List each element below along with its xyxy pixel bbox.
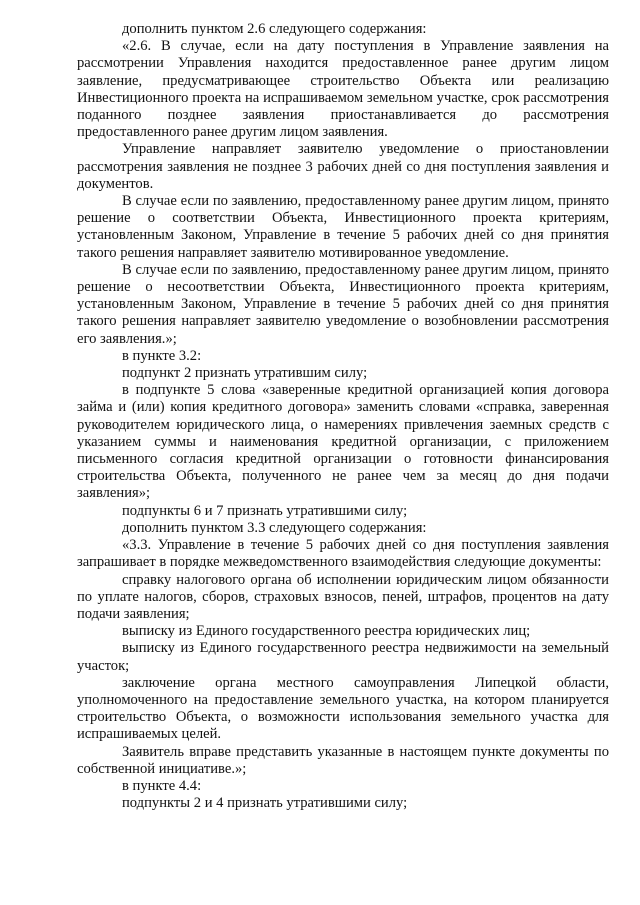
paragraph-point-4-4: в пункте 4.4: [122, 777, 202, 794]
paragraph-subpoint-2: подпункт 2 признать утратившим силу; [122, 365, 368, 382]
paragraph-3-3: «3.3. Управление в течение 5 рабочих дней со дня поступления заявления запрашивает в порядке межведомственного взаимодействия следующие документы: [77, 537, 609, 571]
paragraph-compliance-decision: В случае если по заявлению, предоставленному ранее другим лицом, принято решение о соответствии Объекта, Инвестиционного проекта критериям, установленным Законом, Управление в течение 5 рабочих дней со дня принятия такого решения направляет заявителю мотивированное уведомление. [77, 193, 609, 261]
paragraph-2-6: «2.6. В случае, если на дату поступления в Управление заявления на рассмотрении Управления находится предоставленное ранее другим лицом заявление, предусматривающее строительство Объекта или реализацию Инвестиционного проекта на испрашиваемом земельном участке, срок рассмотрения поданного позднее заявления приостанавливается до рассмотрения предоставленного ранее другим лицом заявления. [77, 38, 609, 141]
paragraph-add-3-3: дополнить пунктом 3.3 следующего содержания: [122, 519, 427, 536]
paragraph-tax-certificate: справку налогового органа об исполнении юридическим лицом обязанности по уплате налогов, сборов, страховых взносов, пеней, штрафов, процентов на дату подачи заявления; [77, 571, 609, 622]
paragraph-suspension-notice: Управление направляет заявителю уведомление о приостановлении рассмотрения заявления не позднее 3 рабочих дней со дня поступления заявления и документов. [77, 141, 609, 192]
paragraph-legal-entities-extract: выписку из Единого государственного реестра юридических лиц; [122, 623, 531, 640]
paragraph-point-3-2: в пункте 3.2: [122, 347, 202, 364]
paragraph-real-estate-extract: выписку из Единого государственного реестра недвижимости на земельный участок; [77, 640, 609, 674]
paragraph-applicant-right: Заявитель вправе представить указанные в настоящем пункте документы по собственной инициативе.»; [77, 743, 609, 777]
paragraph-subpoints-2-4: подпункты 2 и 4 признать утратившими силу; [122, 795, 408, 812]
paragraph-subpoints-6-7: подпункты 6 и 7 признать утратившими силу; [122, 502, 408, 519]
paragraph-subpoint-5: в подпункте 5 слова «заверенные кредитной организацией копия договора займа и (или) копия кредитного договора» заменить словами «справка, заверенная руководителем юридического лица, о намерениях привлечения заемных средств с указанием суммы и наименования кредитной организации, с приложением письменного согласия кредитной организации о готовности финансирования строительства Объекта, полученного не ранее чем за месяц до дня подачи заявления»; [77, 382, 609, 502]
paragraph-noncompliance-decision: В случае если по заявлению, предоставленному ранее другим лицом, принято решение о несоответствии Объекта, Инвестиционного проекта критериям, установленным Законом, Управление в течение 5 рабочих дней со дня принятия такого решения направляет заявителю уведомление о возобновлении рассмотрения его заявления.»; [77, 261, 609, 347]
document-body [77, 21, 609, 812]
paragraph-add-2-6: дополнить пунктом 2.6 следующего содержания: [122, 21, 427, 37]
paragraph-local-authority-conclusion: заключение органа местного самоуправления Липецкой области, уполномоченного на предоставление земельного участка, на котором планируется строительство Объекта, о возможности использования земельного участка для испрашиваемых целей. [77, 674, 609, 743]
